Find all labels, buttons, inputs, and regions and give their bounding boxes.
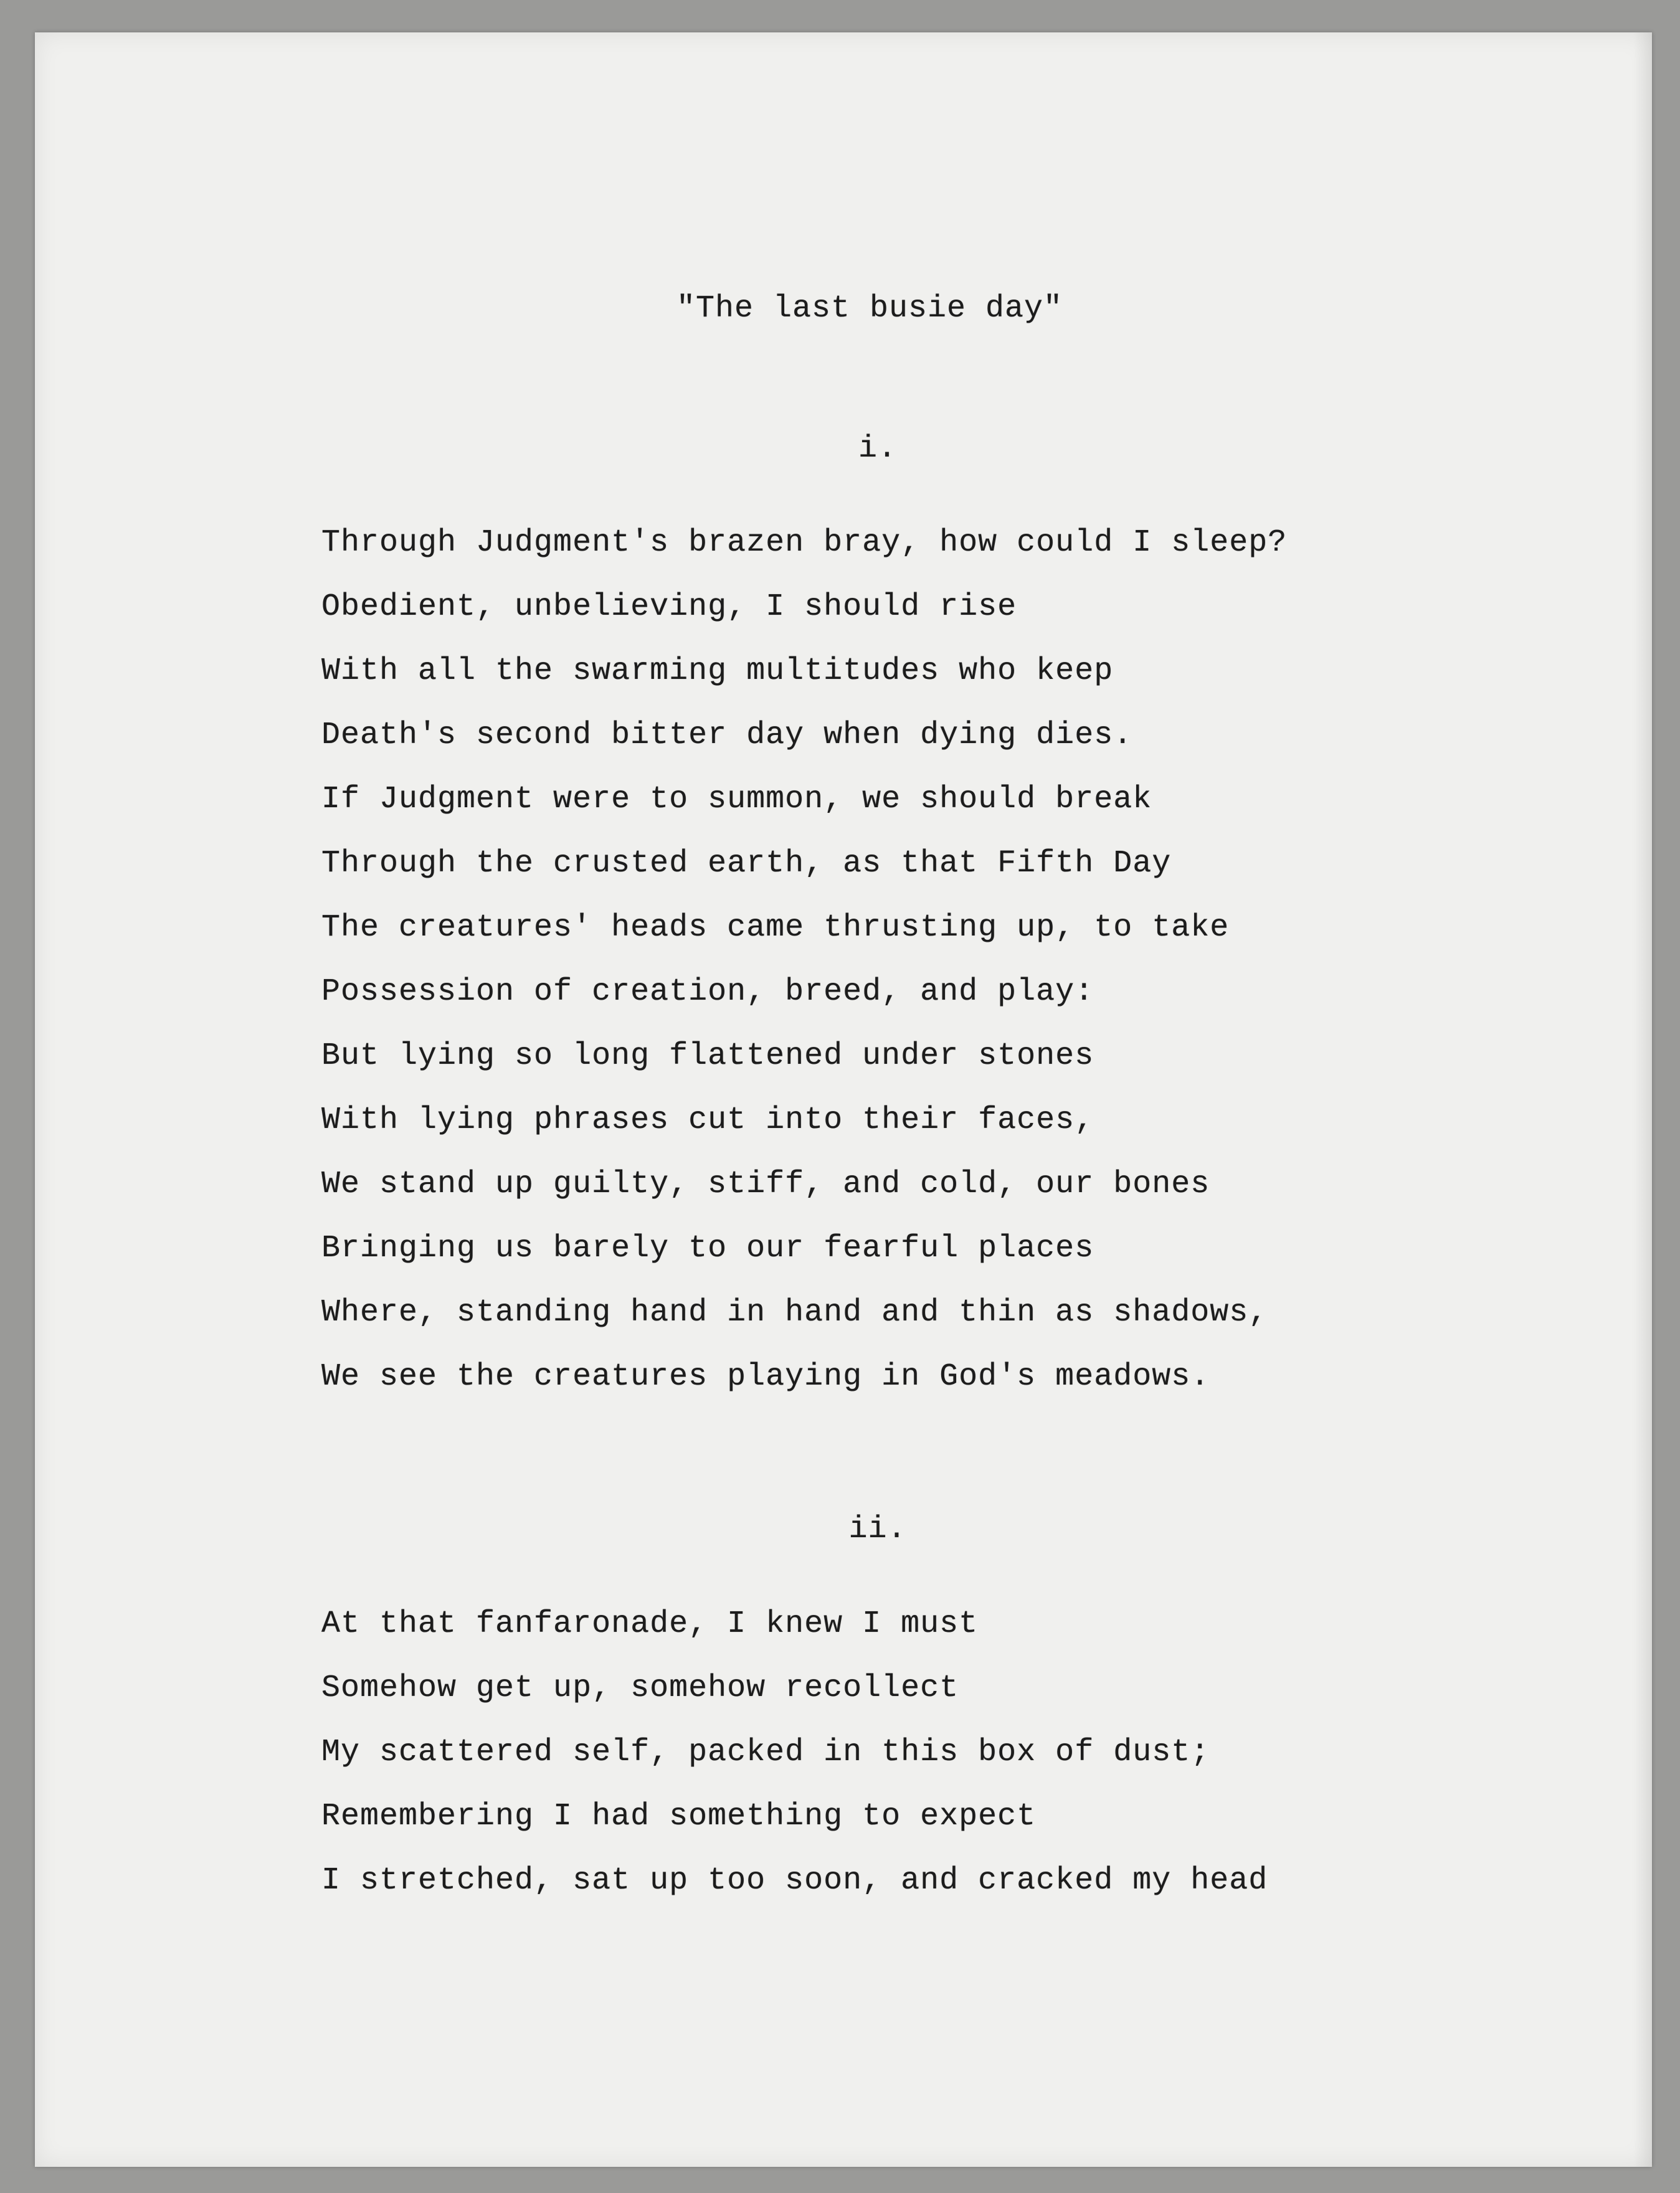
poem-line: My scattered self, packed in this box of dust; (321, 1735, 1210, 1770)
poem-line: At that fanfaronade, I knew I must (321, 1606, 979, 1642)
poem-line: The creatures' heads came thrusting up, to take (321, 910, 1230, 945)
poem-line: With all the swarming multitudes who keep (321, 653, 1114, 689)
paper-edge-shadow (1633, 32, 1652, 2167)
poem-line: Possession of creation, breed, and play: (321, 974, 1094, 1010)
poem-line: I stretched, sat up too soon, and cracked my head (321, 1863, 1268, 1898)
poem-title: "The last busie day" (676, 291, 1063, 326)
typed-page (35, 32, 1652, 2167)
poem-line: Remembering I had something to expect (321, 1799, 1037, 1834)
poem-line: Through Judgment's brazen bray, how could I sleep? (321, 525, 1288, 561)
stanza-ii (321, 1592, 1268, 1913)
poem-line: We see the creatures playing in God's meadows. (321, 1359, 1210, 1395)
poem-line: If Judgment were to summon, we should break (321, 782, 1152, 817)
poem-line: Bringing us barely to our fearful places (321, 1231, 1094, 1266)
poem-line: Somehow get up, somehow recollect (321, 1670, 959, 1706)
poem-line: But lying so long flattened under stones (321, 1038, 1094, 1074)
poem-line: Obedient, unbelieving, I should rise (321, 589, 1017, 625)
poem-line: Through the crusted earth, as that Fifth Day (321, 846, 1172, 881)
stanza-i (321, 511, 1287, 1409)
poem-line: Where, standing hand in hand and thin as shadows, (321, 1295, 1268, 1330)
poem-line: With lying phrases cut into their faces, (321, 1102, 1094, 1138)
poem-line: Death's second bitter day when dying dies. (321, 718, 1133, 753)
section-number-i: i. (858, 431, 897, 467)
section-number-ii: ii. (848, 1512, 907, 1547)
poem-line: We stand up guilty, stiff, and cold, our bones (321, 1167, 1210, 1202)
